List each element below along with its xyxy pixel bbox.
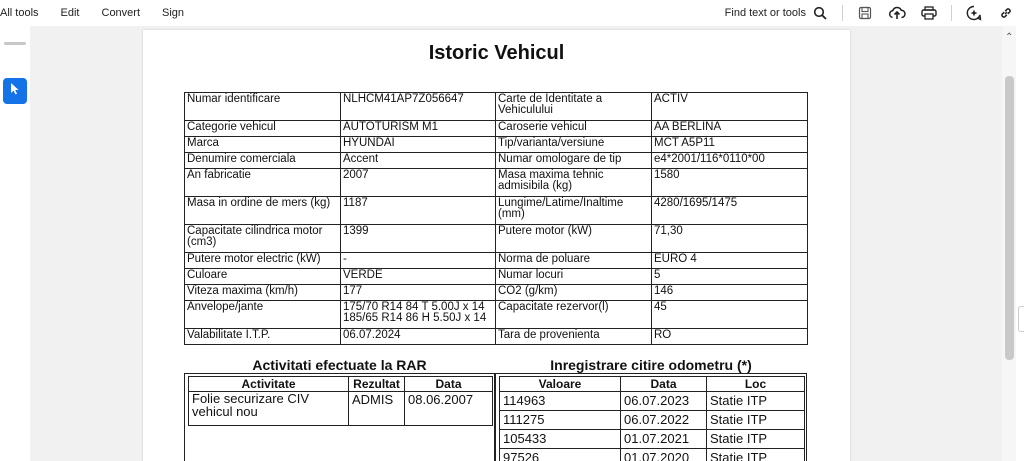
table-row [185, 153, 808, 169]
table-row [185, 285, 808, 301]
info-label: Numar locuri [496, 269, 652, 285]
info-label: Putere motor (kW) [496, 225, 652, 253]
scroll-up-icon[interactable]: ⌃ [1005, 32, 1014, 43]
table-row [189, 392, 493, 426]
info-value: 1187 [341, 197, 496, 225]
rar-cell: ADMIS [349, 392, 405, 426]
info-value: HYUNDAI [341, 137, 496, 153]
odometer-section [495, 373, 807, 461]
info-value: ACTIV [652, 93, 808, 121]
info-value: 177 [341, 285, 496, 301]
info-value: NLHCM41AP7Z056647 [341, 93, 496, 121]
rail-drag-handle[interactable] [4, 42, 26, 45]
odometer-cell: 111275 [500, 411, 621, 430]
rar-cell: 08.06.2007 [405, 392, 493, 426]
rar-header: Activitate [189, 377, 349, 392]
info-label: Tara de provenienta [496, 329, 652, 345]
odometer-cell: Statie ITP [707, 449, 805, 461]
info-value: e4*2001/116*0110*00 [652, 153, 808, 169]
menu-convert[interactable]: Convert [101, 7, 141, 19]
info-value: 2007 [341, 169, 496, 197]
print-icon[interactable] [919, 3, 939, 23]
left-tool-rail [0, 26, 30, 461]
table-row [500, 430, 805, 449]
rar-section-title: Activitati efectuate la RAR [252, 357, 427, 373]
info-label: Carte de Identitate a Vehiculului [496, 93, 652, 121]
info-label: Putere motor electric (kW) [185, 253, 341, 269]
info-label: Tip/varianta/versiune [496, 137, 652, 153]
rar-cell: Folie securizare CIV vehicul nou [189, 392, 349, 426]
odometer-table [499, 376, 805, 461]
info-value: AA BERLINA [652, 121, 808, 137]
table-row [185, 121, 808, 137]
document-viewer [30, 26, 1002, 461]
table-row [185, 301, 808, 329]
odometer-cell: 01.07.2021 [621, 430, 707, 449]
info-value: EURO 4 [652, 253, 808, 269]
info-value: VERDE [341, 269, 496, 285]
info-value: 175/70 R14 84 T 5.00J x 14 185/65 R14 86 H 5.50J x 14 [341, 301, 496, 329]
document-title: Istoric Vehicul [428, 42, 565, 64]
info-value: 71,30 [652, 225, 808, 253]
odometer-cell: Statie ITP [707, 411, 805, 430]
info-value: 5 [652, 269, 808, 285]
menu-bar [0, 7, 206, 19]
info-label: Anvelope/jante [185, 301, 341, 329]
odometer-cell: 97526 [500, 449, 621, 461]
info-value: AUTOTURISM M1 [341, 121, 496, 137]
info-value: 4280/1695/1475 [652, 197, 808, 225]
odometer-cell: 06.07.2023 [621, 392, 707, 411]
odometer-cell: 105433 [500, 430, 621, 449]
menu-sign[interactable]: Sign [162, 7, 185, 19]
search-icon[interactable] [810, 3, 830, 23]
menu-all-tools[interactable]: All tools [0, 7, 39, 19]
table-row [185, 197, 808, 225]
link-icon[interactable] [996, 3, 1016, 23]
right-panel-toggle[interactable] [1018, 306, 1024, 332]
find-text-or-tools[interactable]: Find text or tools [724, 7, 806, 19]
odometer-cell: 06.07.2022 [621, 411, 707, 430]
info-label: Categorie vehicul [185, 121, 341, 137]
info-label: Masa in ordine de mers (kg) [185, 197, 341, 225]
info-label: Capacitate rezervor(l) [496, 301, 652, 329]
info-value: MCT A5P11 [652, 137, 808, 153]
top-toolbar [0, 0, 1024, 26]
table-row [185, 93, 808, 121]
info-value: 1580 [652, 169, 808, 197]
table-row [500, 392, 805, 411]
info-label: Capacitate cilindrica motor (cm3) [185, 225, 341, 253]
ai-assistant-icon[interactable] [964, 3, 984, 23]
right-panel-edge [1016, 26, 1024, 461]
info-label: Denumire comerciala [185, 153, 341, 169]
info-label: Culoare [185, 269, 341, 285]
info-label: Numar omologare de tip [496, 153, 652, 169]
odometer-section-title: Inregistrare citire odometru (*) [550, 357, 752, 373]
odometer-header: Valoare [500, 377, 621, 392]
info-value: 1399 [341, 225, 496, 253]
table-row [500, 411, 805, 430]
select-tool-button[interactable] [3, 78, 27, 104]
table-row [185, 269, 808, 285]
odometer-header: Loc [707, 377, 805, 392]
info-label: Viteza maxima (km/h) [185, 285, 341, 301]
info-label: CO2 (g/km) [496, 285, 652, 301]
info-label: Numar identificare [185, 93, 341, 121]
odometer-cell: Statie ITP [707, 392, 805, 411]
menu-edit[interactable]: Edit [60, 7, 80, 19]
table-row [185, 253, 808, 269]
info-label: Norma de poluare [496, 253, 652, 269]
rar-header: Data [405, 377, 493, 392]
odometer-cell: 01.07.2020 [621, 449, 707, 461]
info-value: RO [652, 329, 808, 345]
rar-table [188, 376, 493, 426]
scrollbar-thumb[interactable] [1005, 76, 1014, 360]
info-value: 146 [652, 285, 808, 301]
pdf-page [143, 30, 850, 461]
info-value: Accent [341, 153, 496, 169]
odometer-cell: Statie ITP [707, 430, 805, 449]
info-value: 45 [652, 301, 808, 329]
info-value: - [341, 253, 496, 269]
odometer-header: Data [621, 377, 707, 392]
toolbar-divider [951, 5, 952, 21]
info-label: An fabricatie [185, 169, 341, 197]
toolbar-divider [842, 5, 843, 21]
table-row [500, 449, 805, 461]
info-label: Caroserie vehicul [496, 121, 652, 137]
table-row [185, 169, 808, 197]
info-value: 06.07.2024 [341, 329, 496, 345]
odometer-cell: 114963 [500, 392, 621, 411]
table-row [185, 329, 808, 345]
upload-icon[interactable] [887, 3, 907, 23]
save-icon[interactable] [855, 3, 875, 23]
table-row [185, 137, 808, 153]
info-label: Masa maxima tehnic admisibila (kg) [496, 169, 652, 197]
table-row [185, 225, 808, 253]
rar-section [184, 373, 495, 461]
rar-header: Rezultat [349, 377, 405, 392]
vertical-scrollbar[interactable] [1002, 26, 1016, 461]
info-label: Marca [185, 137, 341, 153]
select-tool-icon [9, 82, 21, 101]
vehicle-info-table [184, 92, 808, 345]
toolbar-right [725, 0, 1024, 26]
info-label: Valabilitate I.T.P. [185, 329, 341, 345]
info-label: Lungime/Latime/Inaltime (mm) [496, 197, 652, 225]
